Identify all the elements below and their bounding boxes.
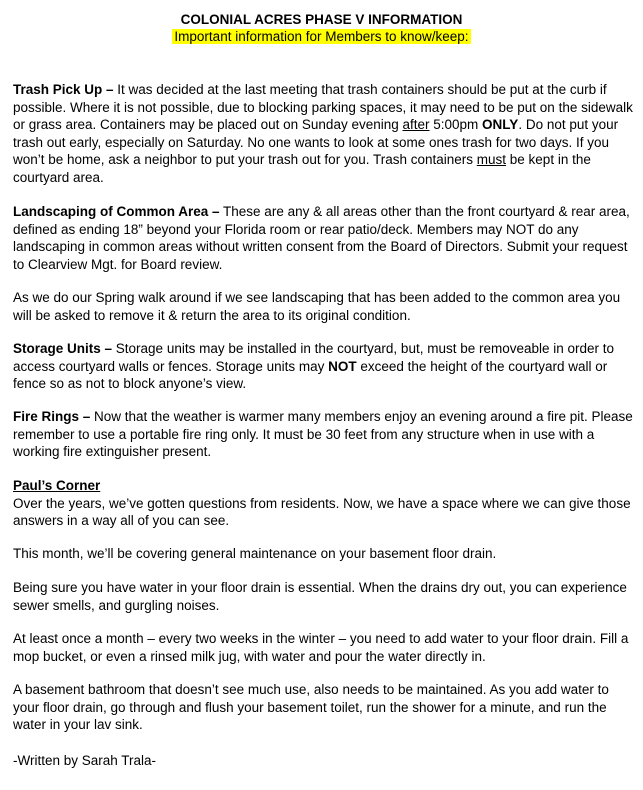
trash-must: must — [476, 152, 507, 168]
floor-drain-topic-text: This month, we’ll be covering general maintenance on your basement floor drain. — [13, 546, 497, 561]
trash-only: ONLY — [482, 117, 519, 133]
floor-drain-importance-text: Being sure you have water in your floor drain is essential. When the drains dry out, you can experience sewer smells, and gurgling noises. — [13, 580, 627, 613]
fire-section — [13, 408, 633, 461]
storage-text-1: Storage units may be installed in the courtyard, but, must be removeable in order to access courtyard walls or fences. Storage units may — [13, 341, 615, 374]
trash-text-3: . Do not put your trash out early, especially on Saturday. No one wants to look at some ones trash for two days. If you won’t be home, ask a neighbor to put your trash out for you. Trash containers — [13, 117, 619, 168]
trash-section — [13, 81, 633, 187]
landscaping-section — [13, 203, 633, 273]
floor-drain-importance — [13, 579, 633, 614]
floor-drain-topic — [13, 545, 633, 563]
storage-heading: Storage Units – — [13, 341, 113, 356]
signature-text: -Written by Sarah Trala- — [13, 753, 157, 768]
basement-bathroom-text: A basement bathroom that doesn’t see much use, also needs to be maintained. As you add water to your floor drain, go through and flush your basement toilet, run the shower for a minute, and run the water in your lav sink. — [13, 682, 609, 733]
walkaround-section — [13, 289, 633, 324]
highlighted-subtitle: Important information for Members to know/keep: — [174, 29, 469, 44]
trash-after: after — [402, 117, 430, 133]
fire-text: Now that the weather is warmer many members enjoy an evening around a fire pit. Please remember to use a portable fire ring only. It must be 30 feet from any structure when in use with a working fire extinguisher present. — [13, 409, 633, 460]
subtitle-line — [0, 28, 643, 45]
signature — [13, 752, 633, 770]
trash-heading: Trash Pick Up – — [13, 82, 114, 97]
storage-not: NOT — [328, 358, 357, 374]
floor-drain-frequency — [13, 630, 633, 665]
storage-section — [13, 340, 633, 393]
pauls-corner-section — [13, 477, 633, 530]
trash-text-2: 5:00pm — [429, 117, 483, 133]
landscaping-heading: Landscaping of Common Area – — [13, 204, 220, 219]
pauls-corner-intro: Over the years, we’ve gotten questions from residents. Now, we have a space where we can give those answers in a way all of you can see. — [13, 495, 631, 529]
trash-text-4: be kept in the courtyard area. — [13, 152, 591, 185]
floor-drain-frequency-text: At least once a month – every two weeks in the winter – you need to add water to your floor drain. Fill a mop bucket, or even a rinsed milk jug, with water and pour the water directly in. — [13, 631, 629, 664]
landscaping-text: These are any & all areas other than the front courtyard & rear area, defined as ending 18” beyond your Florida room or rear patio/deck. Members may NOT do any landscaping in common areas without written consent from the Board of Directors. Submit your request to Clearview Mgt. for Board review. — [13, 204, 630, 272]
fire-heading: Fire Rings – — [13, 409, 91, 424]
walkaround-text: As we do our Spring walk around if we see landscaping that has been added to the common area you will be asked to remove it & return the area to its original condition. — [13, 290, 621, 323]
trash-text-1: It was decided at the last meeting that trash containers should be put at the curb if possible. Where it is not possible, due to blocking parking spaces, it may need to be put on the sidewalk or grass area. Containers may be placed out on Sunday evening — [13, 82, 633, 133]
storage-text-2: exceed the height of the courtyard wall or fence so as not to block anyone’s view. — [13, 358, 608, 392]
pauls-corner-heading: Paul’s Corner — [13, 478, 101, 493]
basement-bathroom — [13, 681, 633, 734]
document-title: COLONIAL ACRES PHASE V INFORMATION — [180, 12, 463, 27]
